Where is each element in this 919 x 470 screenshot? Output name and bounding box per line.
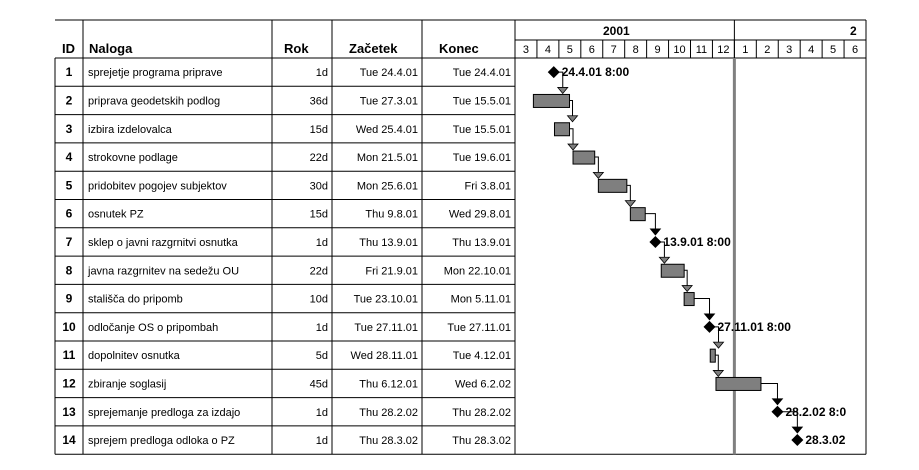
row-start: Tue 27.11.01	[354, 321, 418, 334]
row-start: Tue 23.10.01	[353, 293, 418, 306]
row-end: Mon 22.10.01	[443, 265, 511, 278]
table-row	[66, 65, 511, 79]
row-id: 8	[65, 263, 73, 278]
row-duration: 22d	[309, 265, 328, 278]
table-row	[63, 348, 511, 362]
row-end: Wed 29.8.01	[448, 208, 511, 221]
row-end: Thu 28.2.02	[452, 406, 511, 419]
header-task: Naloga	[89, 41, 133, 56]
month-label: 3	[786, 44, 793, 56]
row-end: Tue 19.6.01	[452, 152, 511, 165]
dependency-line	[627, 185, 631, 201]
row-duration: 15d	[309, 123, 328, 136]
dependency-line	[570, 129, 574, 145]
row-start: Tue 27.3.01	[359, 95, 418, 108]
row-task-name: stališča do pripomb	[88, 293, 183, 306]
table-row	[66, 263, 511, 277]
row-id: 5	[65, 178, 73, 193]
table-row	[62, 376, 511, 390]
year-2001: 2001	[603, 24, 630, 38]
dependency-arrow	[625, 201, 635, 207]
row-start: Mon 21.5.01	[356, 152, 418, 165]
row-end: Mon 5.11.01	[450, 293, 511, 306]
row-id: 2	[65, 93, 73, 108]
row-duration: 1d	[315, 321, 328, 334]
milestone-label: 28.2.02 8:0	[785, 404, 847, 419]
row-end: Tue 27.11.01	[447, 321, 511, 334]
row-id: 13	[62, 404, 76, 419]
row-start: Thu 6.12.01	[359, 378, 418, 391]
task-bar	[710, 349, 715, 362]
month-label: 6	[851, 44, 859, 56]
month-label: 9	[654, 44, 661, 56]
table-row	[66, 292, 511, 306]
year-2002: 2	[850, 24, 857, 38]
milestone-label: 28.3.02	[805, 433, 846, 448]
month-label: 6	[588, 44, 595, 56]
row-end: Tue 24.4.01	[452, 67, 511, 80]
header-duration: Rok	[284, 41, 309, 56]
month-label: 10	[673, 44, 686, 56]
milestone-marker	[771, 406, 783, 418]
table-row	[66, 93, 511, 107]
row-task-name: zbiranje soglasij	[88, 378, 167, 391]
row-id: 4	[65, 150, 73, 165]
row-end: Tue 4.12.01	[452, 350, 511, 363]
row-id: 1	[65, 65, 73, 80]
table-rows	[55, 65, 515, 447]
month-label: 2	[764, 44, 771, 56]
row-end: Thu 28.3.02	[452, 435, 511, 448]
task-bar	[598, 179, 626, 192]
milestone-marker	[649, 236, 661, 248]
row-task-name: javna razgrnitev na sedežu OU	[88, 265, 240, 278]
row-id: 10	[62, 319, 76, 334]
row-duration: 1d	[315, 435, 328, 448]
milestone-label: 13.9.01 8:00	[663, 234, 731, 249]
dependency-arrow	[714, 342, 724, 348]
row-id: 14	[62, 433, 76, 448]
milestones	[548, 65, 847, 447]
row-task-name: izbira izdelovalca	[88, 123, 172, 136]
table-row	[66, 150, 511, 164]
dependency-line	[761, 383, 778, 399]
table-row	[66, 207, 511, 221]
row-end: Tue 15.5.01	[452, 123, 511, 136]
row-id: 3	[65, 121, 73, 136]
table-row	[66, 122, 511, 136]
row-duration: 22d	[309, 152, 328, 165]
header-start: Začetek	[349, 41, 398, 56]
dependency-arrow	[713, 370, 723, 376]
row-start: Thu 28.2.02	[359, 406, 418, 419]
milestone-marker	[548, 66, 560, 78]
dependency-arrow	[705, 314, 715, 320]
row-duration: 10d	[309, 293, 328, 306]
header-id: ID	[62, 41, 75, 56]
dependency-arrow	[568, 116, 578, 122]
month-label: 12	[717, 44, 730, 56]
month-label: 8	[632, 44, 639, 56]
row-duration: 36d	[309, 95, 328, 108]
row-task-name: pridobitev pogojev subjektov	[88, 180, 227, 193]
table-row	[62, 433, 511, 447]
dependency-line	[645, 214, 655, 230]
header-end: Konec	[439, 41, 479, 56]
row-id: 6	[65, 206, 73, 221]
month-labels	[523, 40, 858, 58]
dependency-arrow	[568, 144, 578, 150]
row-task-name: sprejem predloga odloka o PZ	[88, 435, 235, 448]
row-id: 7	[65, 234, 73, 249]
month-label: 7	[610, 44, 617, 56]
row-duration: 15d	[309, 208, 328, 221]
milestone-label: 27.11.01 8:00	[717, 319, 791, 334]
row-start: Fri 21.9.01	[365, 265, 418, 278]
month-label: 5	[830, 44, 837, 56]
month-label: 4	[808, 44, 815, 56]
task-bar	[554, 123, 569, 136]
milestone-marker	[791, 434, 803, 446]
table-row	[66, 235, 511, 249]
row-id: 11	[62, 348, 76, 363]
month-label: 1	[742, 44, 749, 56]
month-label: 3	[522, 44, 530, 56]
table-row	[66, 178, 511, 192]
row-end: Thu 13.9.01	[452, 236, 511, 249]
row-end: Fri 3.8.01	[464, 180, 511, 193]
month-label: 11	[695, 44, 708, 56]
row-task-name: dopolnitev osnutka	[88, 350, 180, 363]
row-task-name: sprejemanje predloga za izdajo	[88, 406, 241, 419]
row-task-name: sprejetje programa priprave	[88, 67, 223, 80]
task-bar	[630, 208, 645, 221]
row-end: Tue 15.5.01	[452, 95, 511, 108]
row-start: Tue 24.4.01	[359, 67, 418, 80]
row-start: Wed 25.4.01	[355, 123, 418, 136]
milestone-marker	[704, 321, 716, 333]
row-duration: 1d	[315, 236, 328, 249]
row-start: Wed 28.11.01	[350, 350, 418, 363]
row-duration: 1d	[315, 406, 328, 419]
dependency-arrow	[650, 229, 660, 235]
task-bar	[533, 94, 569, 107]
task-bar	[684, 293, 694, 306]
dependency-arrow	[659, 257, 669, 263]
row-duration: 5d	[315, 350, 328, 363]
month-label: 5	[566, 44, 573, 56]
table-row	[62, 405, 511, 419]
row-task-name: strokovne podlage	[88, 152, 178, 165]
month-label: 4	[544, 44, 551, 56]
row-id: 12	[62, 376, 76, 391]
dependency-line	[595, 157, 599, 173]
dependency-arrow	[792, 427, 802, 433]
row-task-name: priprava geodetskih podlog	[88, 95, 221, 108]
row-start: Thu 9.8.01	[365, 208, 418, 221]
row-task-name: osnutek PZ	[88, 208, 144, 221]
row-id: 9	[65, 291, 73, 306]
row-task-name: odločanje OS o pripombah	[88, 321, 219, 334]
row-end: Wed 6.2.02	[454, 378, 511, 391]
row-duration: 30d	[309, 180, 328, 193]
row-start: Thu 28.3.02	[359, 435, 418, 448]
task-bar	[661, 264, 684, 277]
row-task-name: sklep o javni razgrnitvi osnutka	[88, 236, 238, 249]
row-duration: 1d	[315, 67, 328, 80]
row-start: Thu 13.9.01	[359, 236, 418, 249]
task-bar	[716, 377, 761, 390]
dependency-line	[694, 299, 709, 315]
row-duration: 45d	[309, 378, 328, 391]
row-start: Mon 25.6.01	[356, 180, 418, 193]
table-row	[62, 320, 511, 334]
dependency-links	[554, 72, 803, 433]
dependency-arrow	[558, 87, 568, 93]
dependency-arrow	[772, 399, 782, 405]
dependency-arrow	[682, 286, 692, 292]
task-bar	[573, 151, 595, 164]
milestone-label: 24.4.01 8:00	[561, 65, 630, 80]
dependency-arrow	[593, 172, 603, 178]
